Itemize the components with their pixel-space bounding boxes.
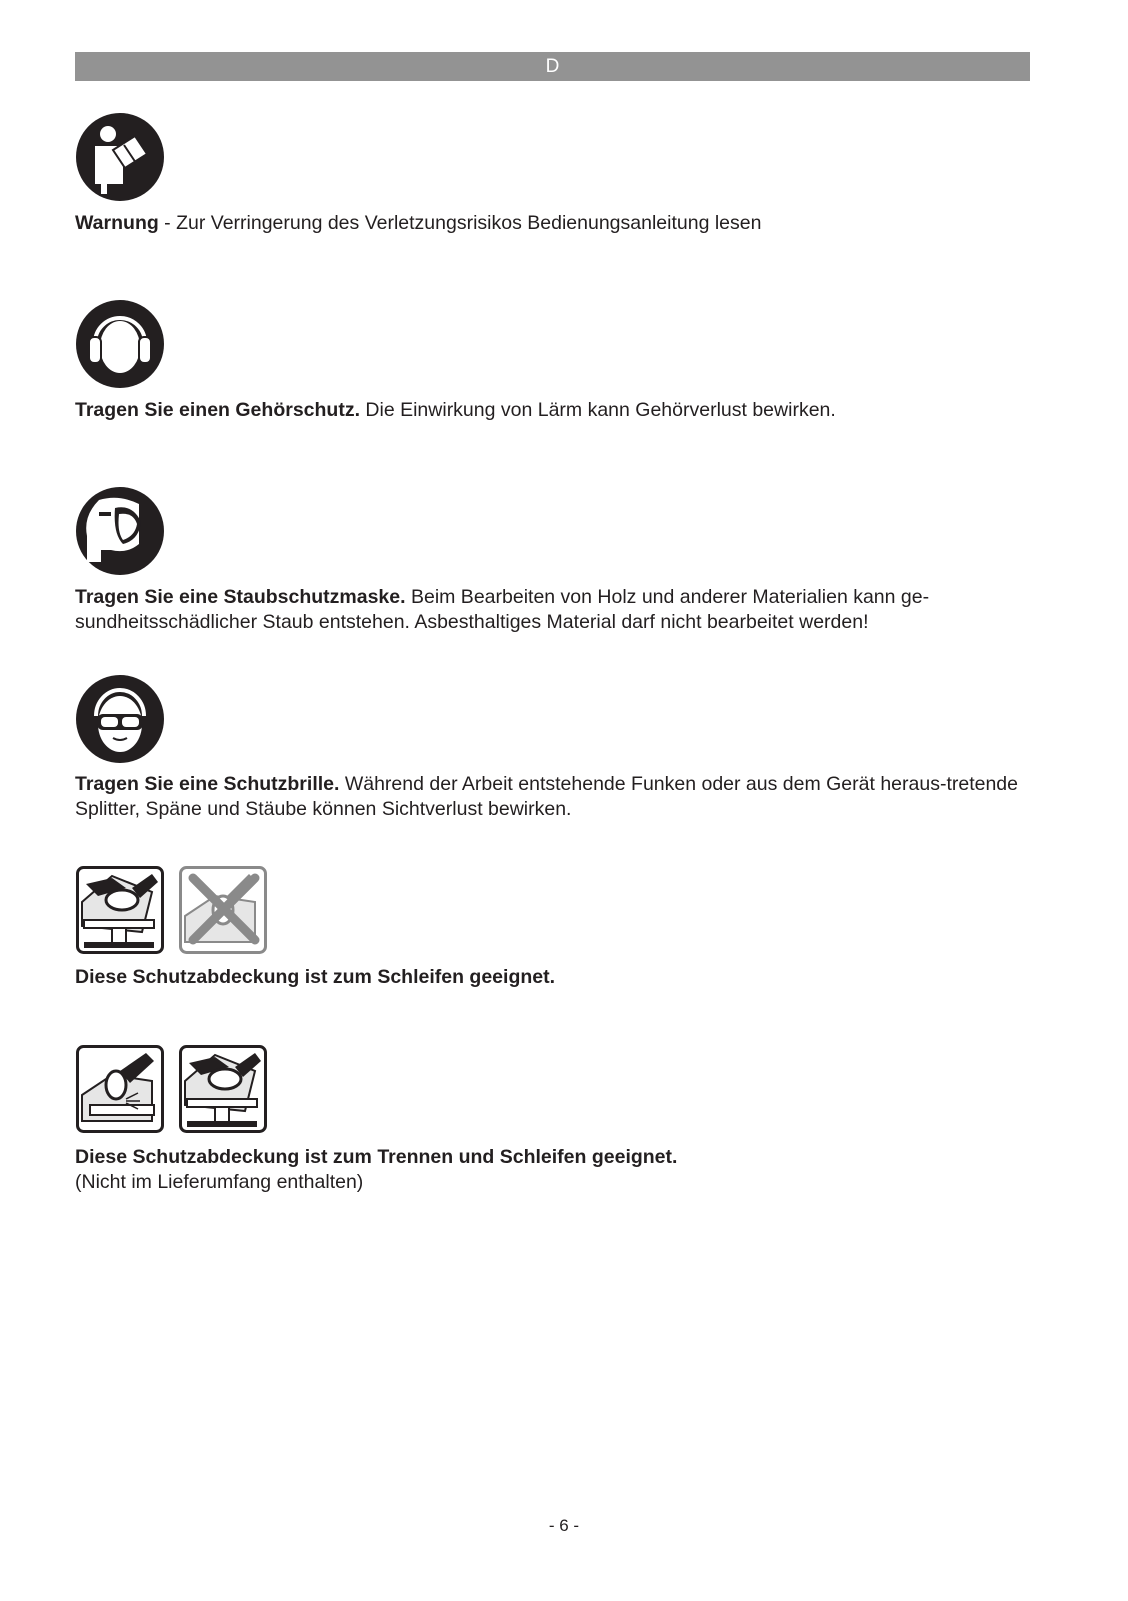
safety-goggles-icon xyxy=(75,674,165,764)
hearing-protection-bold: Tragen Sie einen Gehörschutz. xyxy=(75,399,360,421)
dust-mask-bold: Tragen Sie eine Staubschutzmaske. xyxy=(75,586,406,608)
grinding-bold: Diese Schutzabdeckung ist zum Schleifen geeignet. xyxy=(75,966,556,988)
cutting-grinding-bold: Diese Schutzabdeckung ist zum Trennen und Schleifen geeignet. xyxy=(75,1146,678,1168)
dust-mask-icon xyxy=(75,486,165,576)
page-number: - 6 - xyxy=(548,1516,580,1535)
cutting-grinding-paragraph xyxy=(75,1145,1035,1195)
grinding-paragraph xyxy=(75,965,1035,990)
dust-mask-paragraph xyxy=(75,585,1035,635)
delivery-note: (Nicht im Lieferumfang enthalten) xyxy=(75,1171,364,1193)
safety-goggles-paragraph xyxy=(75,772,1035,822)
warning-bold: Warnung xyxy=(75,212,159,234)
cutting-allowed-icon xyxy=(76,1045,164,1133)
grinding-allowed-icon xyxy=(179,1045,267,1133)
hearing-protection-icon xyxy=(75,299,165,389)
hearing-protection-text: Die Einwirkung von Lärm kann Gehörverlust bewirken. xyxy=(360,399,836,421)
warning-paragraph xyxy=(75,211,1035,236)
read-manual-icon xyxy=(75,112,165,202)
hearing-protection-paragraph xyxy=(75,398,1035,423)
language-code: D xyxy=(545,56,560,77)
dust-mask-text: Beim Bearbeiten von Holz und anderer Materialien kann ge-sundheitsschädlicher Staub entstehen. Asbesthaltiges Material darf nicht bearbeitet werden! xyxy=(75,586,930,633)
grinding-allowed-icon xyxy=(76,866,164,954)
safety-goggles-text: Während der Arbeit entstehende Funken oder aus dem Gerät heraus-tretende Splitter, Späne und Stäube können Sichtverlust bewirken. xyxy=(75,773,1018,820)
warning-text: - Zur Verringerung des Verletzungsrisikos Bedienungsanleitung lesen xyxy=(158,212,762,234)
language-header-bar xyxy=(75,52,1030,81)
safety-goggles-bold: Tragen Sie eine Schutzbrille. xyxy=(75,773,340,795)
cutting-not-allowed-icon xyxy=(179,866,267,954)
